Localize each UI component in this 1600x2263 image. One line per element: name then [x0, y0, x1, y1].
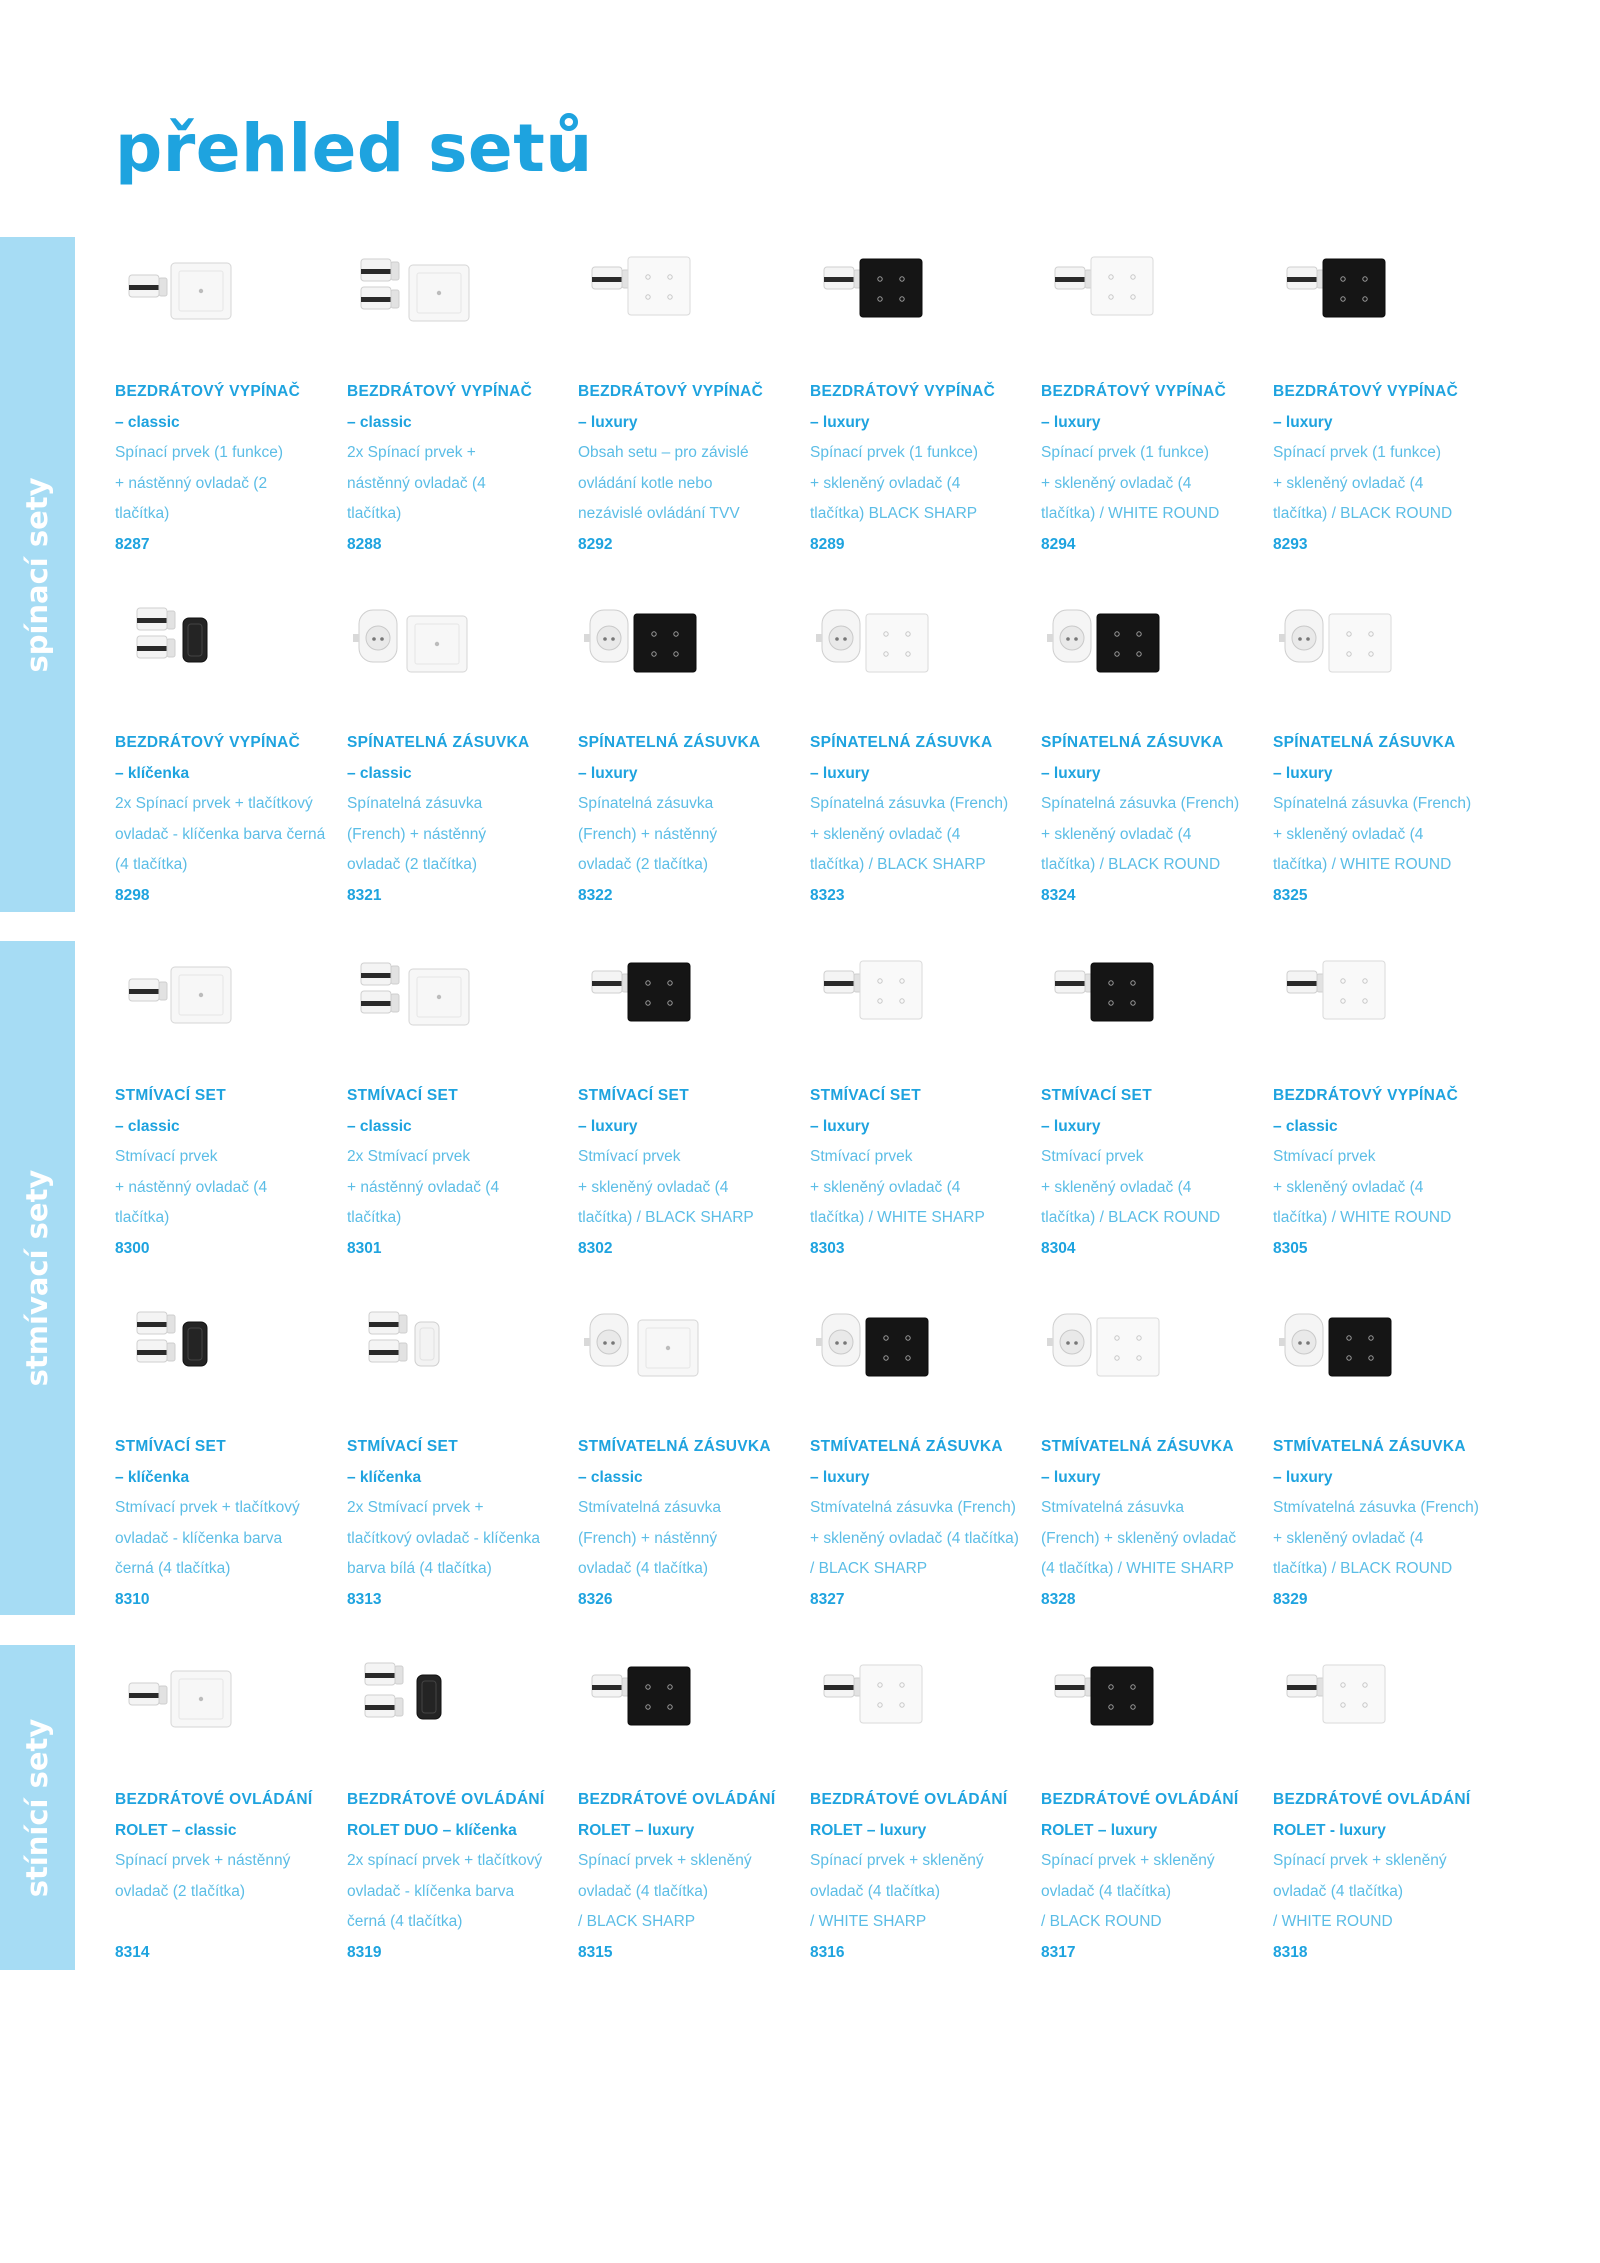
product-text [1273, 1785, 1498, 1969]
product-code: 8305 [1273, 1239, 1308, 1257]
product-variant: – classic [347, 764, 412, 782]
product-image [578, 588, 728, 698]
product-image [810, 1292, 960, 1402]
product-code: 8325 [1273, 886, 1308, 904]
product-description-line: + skleněný ovladač (4 [1041, 1178, 1192, 1196]
product-description-line: tlačítka) / BLACK ROUND [1273, 1560, 1453, 1578]
product-category: BEZDRÁTOVÉ OVLÁDÁNÍ [1273, 1791, 1471, 1808]
product-code: 8301 [347, 1239, 382, 1257]
product-code: 8321 [347, 886, 382, 904]
product-category: STMÍVACÍ SET [115, 1438, 226, 1455]
product-description-line: Spínací prvek (1 funkce) [1041, 444, 1209, 462]
product-variant: – klíčenka [115, 1468, 190, 1486]
product-description-line: tlačítka) / BLACK ROUND [1273, 505, 1453, 523]
product-text [1041, 1081, 1266, 1265]
product-text [1273, 1432, 1498, 1616]
product-description-line: tlačítka) BLACK SHARP [810, 505, 978, 523]
product-description-line: ovladač - klíčenka barva [347, 1882, 515, 1900]
product-image [810, 588, 960, 698]
product-category: BEZDRÁTOVÝ VYPÍNAČ [810, 383, 996, 400]
product-description-line: 2x Stmívací prvek + [347, 1499, 484, 1517]
product-card [347, 941, 572, 1271]
product-text [115, 1785, 340, 1969]
product-description-line: Stmívací prvek [1273, 1148, 1376, 1166]
product-description-line: + nástěnný ovladač (2 [115, 474, 268, 492]
product-description-line: / WHITE ROUND [1273, 1913, 1393, 1931]
product-description-line: + skleněný ovladač (4 [1041, 825, 1192, 843]
product-card [1273, 941, 1498, 1271]
product-card [1273, 1292, 1498, 1622]
product-description-line: + skleněný ovladač (4 [578, 1178, 729, 1196]
product-description-line: Obsah setu – pro závislé [578, 444, 749, 462]
product-code: 8292 [578, 535, 613, 553]
product-category: BEZDRÁTOVÝ VYPÍNAČ [1273, 383, 1459, 400]
product-image [1273, 1292, 1423, 1402]
product-code: 8287 [115, 535, 150, 553]
product-variant: – luxury [1041, 413, 1101, 431]
product-description-line: Spínatelná zásuvka (French) [1041, 795, 1240, 813]
product-category: STMÍVATELNÁ ZÁSUVKA [1273, 1438, 1466, 1455]
product-image [347, 1292, 497, 1402]
product-text [1041, 377, 1266, 561]
product-description-line: tlačítka) [347, 505, 402, 523]
product-variant: – luxury [578, 764, 638, 782]
product-category: STMÍVATELNÁ ZÁSUVKA [810, 1438, 1003, 1455]
product-text [115, 1081, 340, 1265]
product-card [1041, 941, 1266, 1271]
product-variant: – klíčenka [347, 1468, 422, 1486]
product-code: 8303 [810, 1239, 845, 1257]
product-category: BEZDRÁTOVÉ OVLÁDÁNÍ [578, 1791, 776, 1808]
product-description-line: ovladač (4 tlačítka) [1041, 1882, 1172, 1900]
product-card [115, 941, 340, 1271]
product-description-line: Spínatelná zásuvka [578, 795, 714, 813]
product-description-line: ovladač (4 tlačítka) [578, 1882, 709, 1900]
product-description-line: tlačítkový ovladač - klíčenka [347, 1529, 540, 1547]
section-label: stmívací sety [20, 1169, 54, 1387]
product-text [1041, 728, 1266, 912]
product-description-line: ovladač - klíčenka barva [115, 1529, 283, 1547]
product-variant: – luxury [1273, 413, 1333, 431]
product-category: BEZDRÁTOVÉ OVLÁDÁNÍ [810, 1791, 1008, 1808]
product-category: BEZDRÁTOVÝ VYPÍNAČ [347, 383, 533, 400]
product-description-line: ovládání kotle nebo [578, 474, 713, 492]
product-code: 8316 [810, 1943, 845, 1961]
section-label: stínící sety [20, 1718, 54, 1897]
product-card [347, 237, 572, 567]
product-card [810, 941, 1035, 1271]
product-category: STMÍVATELNÁ ZÁSUVKA [578, 1438, 771, 1455]
product-description-line: + skleněný ovladač (4 [1273, 1178, 1424, 1196]
product-code: 8314 [115, 1943, 150, 1961]
section-spinaci-sety [0, 237, 1600, 912]
product-text [347, 1081, 572, 1265]
product-category: SPÍNATELNÁ ZÁSUVKA [578, 734, 761, 751]
product-description-line: + nástěnný ovladač (4 [347, 1178, 500, 1196]
product-text [347, 1432, 572, 1616]
product-description-line: nástěnný ovladač (4 [347, 474, 486, 492]
product-code: 8304 [1041, 1239, 1076, 1257]
product-description-line [115, 1907, 340, 1938]
product-card [810, 1645, 1035, 1975]
product-card [1273, 237, 1498, 567]
product-text [810, 1432, 1035, 1616]
product-description-line: barva bílá (4 tlačítka) [347, 1560, 492, 1578]
product-image [1041, 941, 1191, 1051]
product-image [578, 237, 728, 347]
product-variant: – luxury [810, 1117, 870, 1135]
product-text [115, 377, 340, 561]
product-description-line: / WHITE SHARP [810, 1913, 927, 1931]
product-description-line: Stmívací prvek + tlačítkový [115, 1499, 300, 1517]
product-code: 8328 [1041, 1590, 1076, 1608]
product-description-line: tlačítka) [115, 505, 170, 523]
product-variant: ROLET – luxury [810, 1821, 927, 1839]
product-description-line: tlačítka) [115, 1209, 170, 1227]
product-description-line: + skleněný ovladač (4 tlačítka) [810, 1529, 1019, 1547]
product-category: BEZDRÁTOVÝ VYPÍNAČ [578, 383, 764, 400]
product-code: 8310 [115, 1590, 150, 1608]
product-category: STMÍVACÍ SET [810, 1087, 921, 1104]
product-description-line: tlačítka) / WHITE ROUND [1273, 1209, 1452, 1227]
product-description-line: (French) + nástěnný [578, 1529, 718, 1547]
product-code: 8326 [578, 1590, 613, 1608]
product-text [1273, 1081, 1498, 1265]
product-variant: – luxury [578, 1117, 638, 1135]
product-code: 8327 [810, 1590, 845, 1608]
product-image [115, 237, 265, 347]
product-text [810, 1081, 1035, 1265]
product-category: STMÍVACÍ SET [347, 1087, 458, 1104]
product-description-line: tlačítka) / BLACK ROUND [1041, 1209, 1221, 1227]
product-card [347, 1292, 572, 1622]
product-description-line: + skleněný ovladač (4 [810, 1178, 961, 1196]
product-category: BEZDRÁTOVÝ VYPÍNAČ [115, 383, 301, 400]
product-card [1041, 588, 1266, 918]
product-variant: – classic [578, 1468, 643, 1486]
section-tab [0, 237, 75, 912]
product-code: 8298 [115, 886, 150, 904]
product-code: 8313 [347, 1590, 382, 1608]
product-code: 8315 [578, 1943, 613, 1961]
product-description-line: + nástěnný ovladač (4 [115, 1178, 268, 1196]
product-code: 8288 [347, 535, 382, 553]
product-description-line: ovladač (4 tlačítka) [810, 1882, 941, 1900]
product-text [1041, 1785, 1266, 1969]
product-variant: – luxury [578, 413, 638, 431]
product-text [810, 728, 1035, 912]
product-description-line: Spínací prvek + skleněný [1041, 1852, 1215, 1870]
product-description-line: 2x spínací prvek + tlačítkový [347, 1852, 543, 1870]
product-description-line: ovladač (2 tlačítka) [347, 856, 478, 874]
product-description-line: Stmívatelná zásuvka [1041, 1499, 1185, 1517]
product-description-line: Stmívací prvek [115, 1148, 218, 1166]
product-card [115, 1292, 340, 1622]
product-image [1041, 237, 1191, 347]
product-code: 8318 [1273, 1943, 1308, 1961]
product-image [1273, 588, 1423, 698]
product-variant: – luxury [1273, 764, 1333, 782]
product-image [115, 941, 265, 1051]
product-description-line: Spínací prvek (1 funkce) [810, 444, 978, 462]
product-description-line: Spínací prvek + skleněný [1273, 1852, 1447, 1870]
product-card [347, 1645, 572, 1975]
product-description-line: Spínací prvek + skleněný [578, 1852, 752, 1870]
product-description-line: Spínatelná zásuvka [347, 795, 483, 813]
product-description-line: tlačítka) / WHITE SHARP [810, 1209, 985, 1227]
product-description-line: ovladač (4 tlačítka) [578, 1560, 709, 1578]
product-variant: ROLET DUO – klíčenka [347, 1821, 517, 1839]
product-description-line: Spínací prvek (1 funkce) [1273, 444, 1441, 462]
product-description-line: Spínací prvek + skleněný [810, 1852, 984, 1870]
product-image [1273, 237, 1423, 347]
product-variant: – klíčenka [115, 764, 190, 782]
product-description-line: + skleněný ovladač (4 [1041, 474, 1192, 492]
product-category: STMÍVACÍ SET [1041, 1087, 1152, 1104]
product-variant: – luxury [810, 764, 870, 782]
product-card [578, 941, 803, 1271]
product-variant: – classic [115, 1117, 180, 1135]
section-tab [0, 1645, 75, 1970]
section-stinici-sety [0, 1645, 1600, 1970]
product-category: SPÍNATELNÁ ZÁSUVKA [347, 734, 530, 751]
product-category: SPÍNATELNÁ ZÁSUVKA [1273, 734, 1456, 751]
product-variant: ROLET – luxury [578, 1821, 695, 1839]
product-card [810, 237, 1035, 567]
product-description-line: nezávislé ovládání TVV [578, 505, 740, 523]
product-text [578, 1081, 803, 1265]
product-image [1273, 1645, 1423, 1755]
product-code: 8322 [578, 886, 613, 904]
product-image [115, 1292, 265, 1402]
product-variant: ROLET - luxury [1273, 1821, 1386, 1839]
product-code: 8317 [1041, 1943, 1076, 1961]
product-description-line: + skleněný ovladač (4 [810, 474, 961, 492]
product-description-line: + skleněný ovladač (4 [810, 825, 961, 843]
product-description-line: Spínatelná zásuvka (French) [1273, 795, 1472, 813]
product-card [578, 1645, 803, 1975]
product-description-line: ovladač - klíčenka barva černá [115, 825, 326, 843]
page-title: přehled setů [115, 110, 593, 187]
product-description-line: + skleněný ovladač (4 [1273, 825, 1424, 843]
section-label: spínací sety [20, 476, 54, 673]
product-description-line: tlačítka) / BLACK SHARP [810, 856, 986, 874]
product-category: BEZDRÁTOVÉ OVLÁDÁNÍ [1041, 1791, 1239, 1808]
product-text [347, 377, 572, 561]
product-text [578, 1432, 803, 1616]
product-card [115, 1645, 340, 1975]
product-description-line: / BLACK ROUND [1041, 1913, 1162, 1931]
product-card [810, 1292, 1035, 1622]
product-description-line: (French) + skleněný ovladač [1041, 1529, 1237, 1547]
product-description-line: černá (4 tlačítka) [347, 1913, 463, 1931]
product-image [810, 941, 960, 1051]
product-variant: – luxury [810, 413, 870, 431]
product-variant: – classic [1273, 1117, 1338, 1135]
product-card [115, 237, 340, 567]
product-description-line: ovladač (2 tlačítka) [115, 1882, 246, 1900]
product-text [347, 728, 572, 912]
product-category: BEZDRÁTOVÉ OVLÁDÁNÍ [347, 1791, 545, 1808]
product-image [1041, 1292, 1191, 1402]
product-description-line: tlačítka) [347, 1209, 402, 1227]
product-category: SPÍNATELNÁ ZÁSUVKA [810, 734, 993, 751]
product-description-line: černá (4 tlačítka) [115, 1560, 231, 1578]
product-code: 8300 [115, 1239, 150, 1257]
product-image [347, 588, 497, 698]
product-text [347, 1785, 572, 1969]
product-text [810, 1785, 1035, 1969]
product-description-line: ovladač (4 tlačítka) [1273, 1882, 1404, 1900]
product-text [115, 1432, 340, 1616]
product-category: BEZDRÁTOVÉ OVLÁDÁNÍ [115, 1791, 313, 1808]
product-card [1273, 588, 1498, 918]
product-description-line: (French) + nástěnný [578, 825, 718, 843]
product-code: 8289 [810, 535, 845, 553]
product-description-line: Stmívatelná zásuvka (French) [810, 1499, 1016, 1517]
product-description-line: Spínatelná zásuvka (French) [810, 795, 1009, 813]
product-description-line: tlačítka) / WHITE ROUND [1041, 505, 1220, 523]
product-card [1273, 1645, 1498, 1975]
product-description-line: Stmívací prvek [578, 1148, 681, 1166]
product-variant: – luxury [1041, 764, 1101, 782]
product-description-line: 2x Spínací prvek + tlačítkový [115, 795, 313, 813]
product-image [578, 1645, 728, 1755]
product-variant: – classic [115, 413, 180, 431]
product-category: STMÍVACÍ SET [115, 1087, 226, 1104]
product-code: 8302 [578, 1239, 613, 1257]
product-image [115, 1645, 265, 1755]
product-category: STMÍVATELNÁ ZÁSUVKA [1041, 1438, 1234, 1455]
product-description-line: 2x Spínací prvek + [347, 444, 476, 462]
product-description-line: Spínací prvek + nástěnný [115, 1852, 291, 1870]
product-description-line: tlačítka) / WHITE ROUND [1273, 856, 1452, 874]
product-card [1041, 237, 1266, 567]
product-category: STMÍVACÍ SET [578, 1087, 689, 1104]
product-image [578, 1292, 728, 1402]
product-variant: – classic [347, 413, 412, 431]
product-variant: – luxury [1041, 1468, 1101, 1486]
product-image [810, 1645, 960, 1755]
product-description-line: (4 tlačítka) [115, 856, 188, 874]
product-description-line: / BLACK SHARP [578, 1913, 696, 1931]
product-card [1041, 1645, 1266, 1975]
product-image [115, 588, 265, 698]
product-text [1273, 728, 1498, 912]
product-category: BEZDRÁTOVÝ VYPÍNAČ [1273, 1087, 1459, 1104]
product-category: BEZDRÁTOVÝ VYPÍNAČ [115, 734, 301, 751]
product-description-line: 2x Stmívací prvek [347, 1148, 471, 1166]
product-text [1041, 1432, 1266, 1616]
product-description-line: (French) + nástěnný [347, 825, 487, 843]
product-category: STMÍVACÍ SET [347, 1438, 458, 1455]
product-code: 8323 [810, 886, 845, 904]
product-text [115, 728, 340, 912]
product-description-line: tlačítka) / BLACK ROUND [1041, 856, 1221, 874]
product-image [1041, 588, 1191, 698]
product-variant: ROLET – luxury [1041, 1821, 1158, 1839]
product-card [578, 1292, 803, 1622]
product-text [578, 728, 803, 912]
product-text [810, 377, 1035, 561]
product-description-line: + skleněný ovladač (4 [1273, 1529, 1424, 1547]
product-image [810, 237, 960, 347]
product-description-line: tlačítka) / BLACK SHARP [578, 1209, 754, 1227]
product-card [347, 588, 572, 918]
product-variant: – classic [347, 1117, 412, 1135]
product-image [347, 1645, 497, 1755]
product-variant: – luxury [1041, 1117, 1101, 1135]
product-description-line: Spínací prvek (1 funkce) [115, 444, 283, 462]
product-code: 8319 [347, 1943, 382, 1961]
section-tab [0, 941, 75, 1615]
product-category: BEZDRÁTOVÝ VYPÍNAČ [1041, 383, 1227, 400]
product-card [810, 588, 1035, 918]
product-image [347, 941, 497, 1051]
product-text [578, 1785, 803, 1969]
product-variant: – luxury [1273, 1468, 1333, 1486]
product-code: 8294 [1041, 535, 1076, 553]
product-description-line: Stmívací prvek [810, 1148, 913, 1166]
product-card [578, 588, 803, 918]
product-description-line: ovladač (2 tlačítka) [578, 856, 709, 874]
product-code: 8293 [1273, 535, 1308, 553]
product-card [1041, 1292, 1266, 1622]
product-text [1273, 377, 1498, 561]
product-card [115, 588, 340, 918]
product-text [578, 377, 803, 561]
product-code: 8329 [1273, 1590, 1308, 1608]
product-description-line: / BLACK SHARP [810, 1560, 928, 1578]
product-description-line: + skleněný ovladač (4 [1273, 474, 1424, 492]
product-description-line: Stmívatelná zásuvka [578, 1499, 722, 1517]
product-variant: ROLET – classic [115, 1821, 237, 1839]
product-description-line: (4 tlačítka) / WHITE SHARP [1041, 1560, 1234, 1578]
product-variant: – luxury [810, 1468, 870, 1486]
product-image [1273, 941, 1423, 1051]
product-description-line: Stmívací prvek [1041, 1148, 1144, 1166]
product-card [578, 237, 803, 567]
product-code: 8324 [1041, 886, 1076, 904]
product-category: SPÍNATELNÁ ZÁSUVKA [1041, 734, 1224, 751]
product-image [578, 941, 728, 1051]
section-stmivaci-sety [0, 941, 1600, 1615]
product-description-line: Stmívatelná zásuvka (French) [1273, 1499, 1479, 1517]
product-image [347, 237, 497, 347]
product-image [1041, 1645, 1191, 1755]
